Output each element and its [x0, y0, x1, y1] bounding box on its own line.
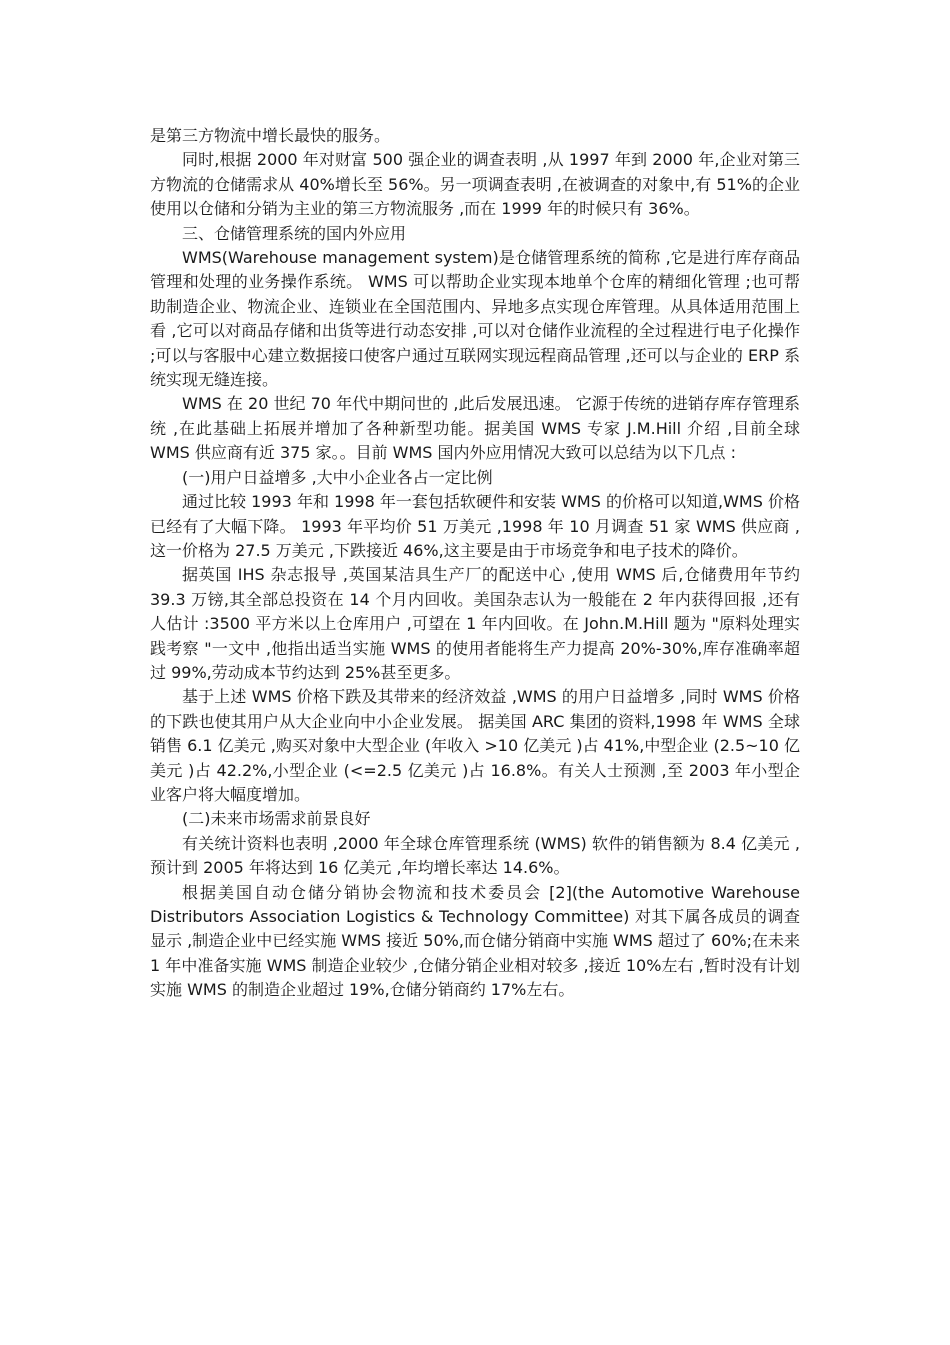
paragraph-continuation: 是第三方物流中增长最快的服务。 [150, 126, 391, 145]
paragraph-wms-definition: WMS(Warehouse management system)是仓储管理系统的简称 ,它是进行库存商品管理和处理的业务操作系统。 WMS 可以帮助企业实现本地单个仓库的精细化管理 ;也可帮助制造企业、物流企业、连锁业在全国范围内、异地多点实现仓库管理。从具体适用范围上看 ,它可以对商品存储和出货等进行动态安排 ,可以对仓储作业流程的全过程进行电子化操作 ;可以与客服中心建立数据接口使客户通过互联网实现远程商品管理 ,还可以与企业的 ERP 系统实现无缝连接。 [150, 248, 800, 390]
paragraph-wms-history: WMS 在 20 世纪 70 年代中期问世的 ,此后发展迅速。 它源于传统的进销存库存管理系统 ,在此基础上拓展并增加了各种新型功能。据美国 WMS 专家 J.M.Hill 介绍 ,目前全球 WMS 供应商有近 375 家。。目前 WMS 国内外应用情况大致可以总结为以下几点 : [150, 394, 800, 463]
subheading-users-increasing: (一)用户日益增多 ,大中小企业各占一定比例 [182, 467, 493, 487]
subheading-market-outlook: (二)未来市场需求前景良好 [182, 809, 371, 829]
paragraph-warehouse-demand: 同时,根据 2000 年对财富 500 强企业的调查表明 ,从 1997 年到 2000 年,企业对第三方物流的仓储需求从 40%增长至 56%。另一项调查表明 ,在被调查的对象中,有 51%的企业使用以仓储和分销为主业的第三方物流服务 ,而在 1999 年的时候只有 36%。 [150, 150, 800, 219]
paragraph-sales-statistics: 有关统计资料也表明 ,2000 年全球仓库管理系统 (WMS) 软件的销售额为 8.4 亿美元 ,预计到 2005 年将达到 16 亿美元 ,年均增长率达 14.6%。 [150, 833, 800, 878]
paragraph-association-survey: 根据美国自动仓储分销协会物流和技术委员会 [2](the Automotive Warehouse Distributors Association Logistics & Technology Committee) 对其下属各成员的调查显示 ,制造企业中已经实施 WMS 接近 50%,而仓储分销商中实施 WMS 超过了 60%;在未来 1 年中准备实施 WMS 制造企业较少 ,仓储分销企业相对较多 ,接近 10%左右 ,暂时没有计划实施 WMS 的制造企业超过 19%,仓储分销商约 17%左右。 [150, 882, 800, 1000]
document-body [150, 124, 800, 1003]
section-heading-wms-application: 三、仓储管理系统的国内外应用 [182, 223, 407, 243]
paragraph-economic-benefits: 基于上述 WMS 价格下跌及其带来的经济效益 ,WMS 的用户日益增多 ,同时 WMS 价格的下跌也使其用户从大企业向中小企业发展。 据美国 ARC 集团的资料,1998 年 WMS 全球销售 6.1 亿美元 ,购买对象中大型企业 (年收入 >10 亿美元 )占 41%,中型企业 (2.5~10 亿美元 )占 42.2%,小型企业 (<=2.5 亿美元 )占 16.8%。有关人士预测 ,至 2003 年小型企业客户将大幅度增加。 [150, 687, 800, 804]
paragraph-price-comparison: 通过比较 1993 年和 1998 年一套包括软硬件和安装 WMS 的价格可以知道,WMS 价格已经有了大幅下降。 1993 年平均价 51 万美元 ,1998 年 10 月调查 51 家 WMS 供应商 ,这一价格为 27.5 万美元 ,下跌接近 46%,这主要是由于市场竞争和电子技术的降价。 [150, 492, 800, 560]
paragraph-ihs-report: 据英国 IHS 杂志报导 ,英国某洁具生产厂的配送中心 ,使用 WMS 后,仓储费用年节约 39.3 万镑,其全部总投资在 14 个月内回收。美国杂志认为一般能在 2 年内获得回报 ,还有人估计 :3500 平方米以上仓库用户 ,可望在 1 年内回收。在 John.M.Hill 题为 "原料处理实践考察 "一文中 ,他指出适当实施 WMS 的使用者能将生产力提高 20%-30%,库存准确率超过 99%,劳动成本节约达到 25%甚至更多。 [150, 565, 800, 682]
